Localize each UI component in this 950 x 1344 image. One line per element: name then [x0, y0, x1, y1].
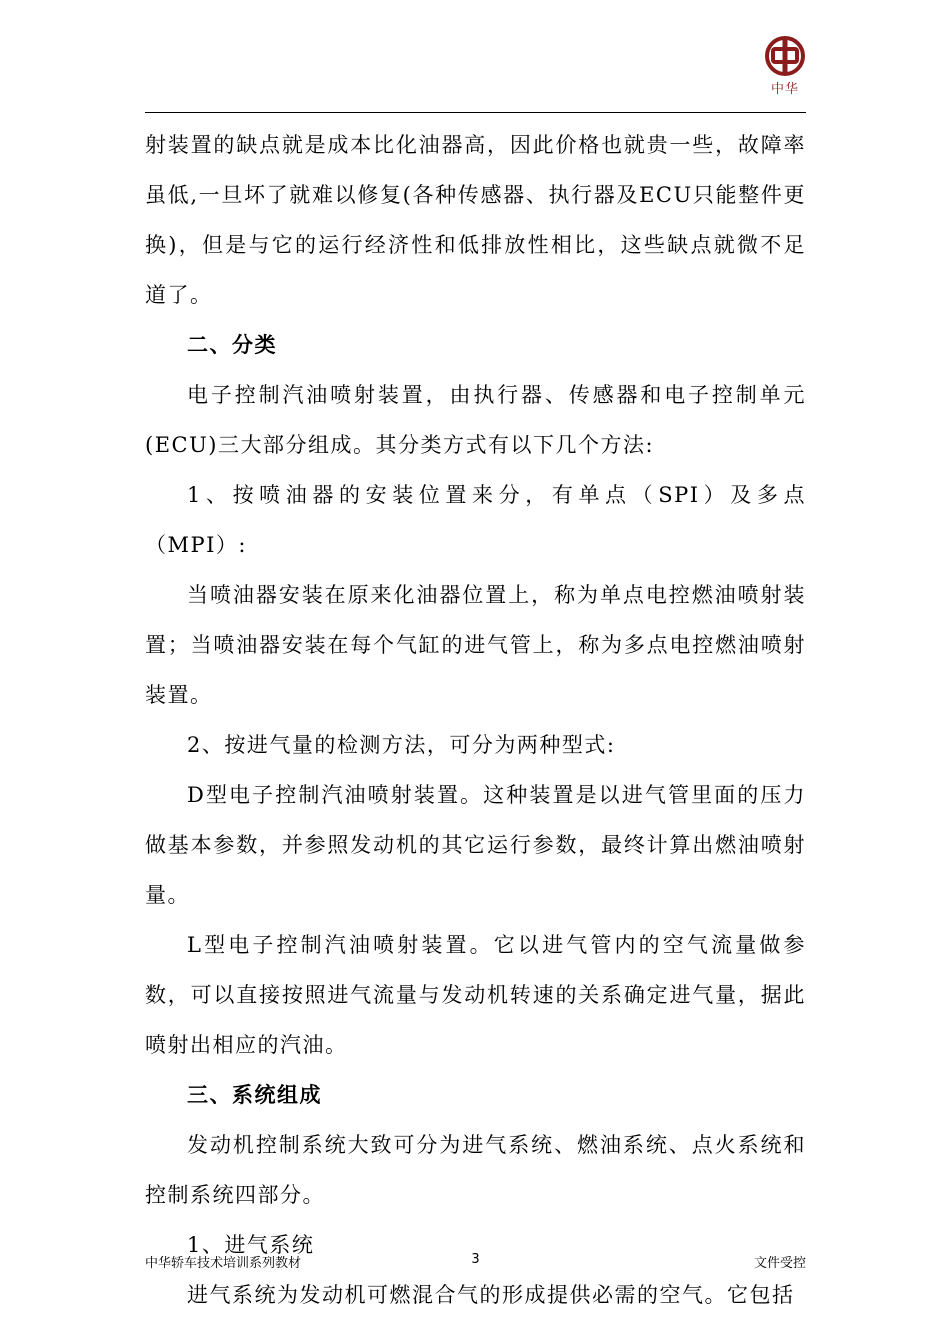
- footer-series-title: 中华轿车技术培训系列教材: [145, 1256, 302, 1271]
- paragraph: L型电子控制汽油喷射装置。它以进气管内的空气流量做参数，可以直接按照进气流量与发动机转速的关系确定进气量，据此喷射出相应的汽油。: [145, 933, 806, 1057]
- section-heading: 三、系统组成: [187, 1083, 322, 1107]
- paragraph: 1、按喷油器的安装位置来分，有单点（SPI）及多点（MPI）:: [145, 483, 806, 557]
- paragraph: 射装置的缺点就是成本比化油器高，因此价格也就贵一些，故障率虽低,一旦坏了就难以修复(各种传感器、执行器及ECU只能整件更换)，但是与它的运行经济性和低排放性相比，这些缺点就微不足道了。: [145, 133, 806, 307]
- header-rule: [145, 112, 806, 113]
- footer-control-label: 文件受控: [753, 1256, 806, 1271]
- paragraph: 发动机控制系统大致可分为进气系统、燃油系统、点火系统和控制系统四部分。: [145, 1133, 806, 1207]
- logo-emblem-icon: [760, 36, 810, 76]
- paragraph: 进气系统为发动机可燃混合气的形成提供必需的空气。它包括: [187, 1283, 795, 1307]
- paragraph: D型电子控制汽油喷射装置。这种装置是以进气管里面的压力做基本参数，并参照发动机的其它运行参数，最终计算出燃油喷射量。: [145, 783, 806, 907]
- brand-logo: [760, 36, 810, 98]
- paragraph: 2、按进气量的检测方法，可分为两种型式:: [187, 733, 616, 757]
- logo-text: 中华: [770, 82, 799, 97]
- page-footer: [145, 1252, 806, 1272]
- document-body: [145, 120, 806, 1320]
- section-heading: 二、分类: [187, 333, 277, 357]
- paragraph: 电子控制汽油喷射装置，由执行器、传感器和电子控制单元(ECU)三大部分组成。其分类方式有以下几个方法:: [145, 383, 806, 457]
- paragraph: 1、进气系统: [187, 1233, 315, 1257]
- paragraph: 当喷油器安装在原来化油器位置上，称为单点电控燃油喷射装置；当喷油器安装在每个气缸的进气管上，称为多点电控燃油喷射装置。: [145, 583, 806, 707]
- page-number: 3: [471, 1252, 480, 1267]
